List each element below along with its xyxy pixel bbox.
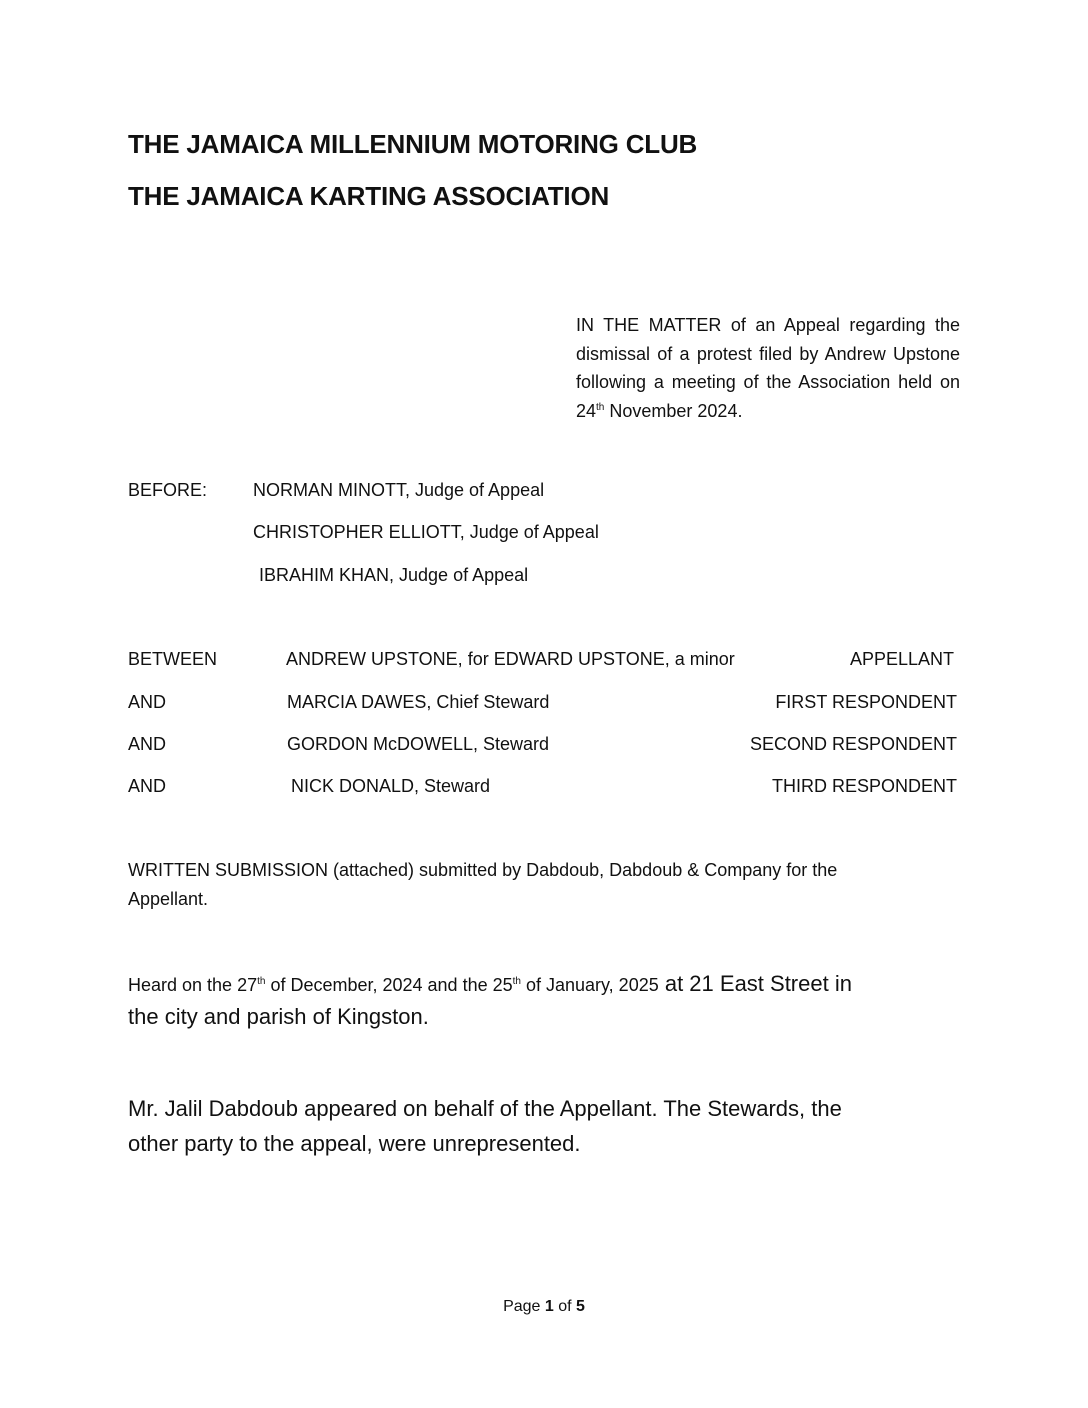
before-label: BEFORE: <box>128 480 208 500</box>
header-association-title: THE JAMAICA KARTING ASSOCIATION <box>128 181 610 211</box>
page-total: 5 <box>576 1298 585 1315</box>
page-prefix: Page <box>503 1298 545 1315</box>
page-middle: of <box>553 1298 577 1315</box>
party-role-4: THIRD RESPONDENT <box>771 776 957 796</box>
heard-text-2: of December, 2024 and the 25 <box>265 975 513 995</box>
heard-sup-1: th <box>257 976 266 987</box>
judge-2: CHRISTOPHER ELLIOTT, Judge of Appeal <box>253 522 599 542</box>
party-role-1: APPELLANT <box>849 649 954 669</box>
submission-line-2: Appellant. <box>128 889 209 909</box>
matter-text-end: November 2024. <box>604 400 743 421</box>
appearance-line-2: other party to the appeal, were unrepresented. <box>128 1131 581 1156</box>
judge-3: IBRAHIM KHAN, Judge of Appeal <box>259 565 529 585</box>
heard-text-4: at 21 East Street in <box>658 971 852 996</box>
party-name-3: GORDON McDOWELL, Steward <box>287 734 550 754</box>
party-label-1: BETWEEN <box>128 649 218 669</box>
heard-text-3: of January, 2025 <box>520 975 659 995</box>
party-label-2: AND <box>128 692 167 712</box>
party-label-4: AND <box>128 776 167 796</box>
judge-1: NORMAN MINOTT, Judge of Appeal <box>253 480 545 500</box>
heard-line-1 <box>128 971 852 997</box>
heard-line-2: the city and parish of Kingston. <box>128 1004 429 1029</box>
party-role-3: SECOND RESPONDENT <box>749 734 957 754</box>
party-name-4: NICK DONALD, Steward <box>291 776 491 796</box>
in-the-matter-paragraph <box>576 311 960 425</box>
party-name-1: ANDREW UPSTONE, for EDWARD UPSTONE, a minor <box>286 649 735 669</box>
party-role-2: FIRST RESPONDENT <box>775 692 957 712</box>
heard-sup-2: th <box>512 976 521 987</box>
appearance-line-1: Mr. Jalil Dabdoub appeared on behalf of the Appellant. The Stewards, the <box>128 1096 842 1121</box>
party-name-2: MARCIA DAWES, Chief Steward <box>287 692 550 712</box>
party-label-3: AND <box>128 734 167 754</box>
page-current: 1 <box>544 1298 554 1315</box>
submission-line-1: WRITTEN SUBMISSION (attached) submitted by Dabdoub, Dabdoub & Company for the <box>128 860 838 880</box>
matter-superscript: th <box>596 401 605 413</box>
header-club-title: THE JAMAICA MILLENNIUM MOTORING CLUB <box>128 129 698 159</box>
page-number <box>0 1298 1088 1316</box>
heard-text-1: Heard on the 27 <box>128 975 258 995</box>
matter-text: IN THE MATTER of an Appeal regarding the dismissal of a protest filed by Andrew Upstone following a meeting of the Association held on 24 <box>576 315 960 421</box>
